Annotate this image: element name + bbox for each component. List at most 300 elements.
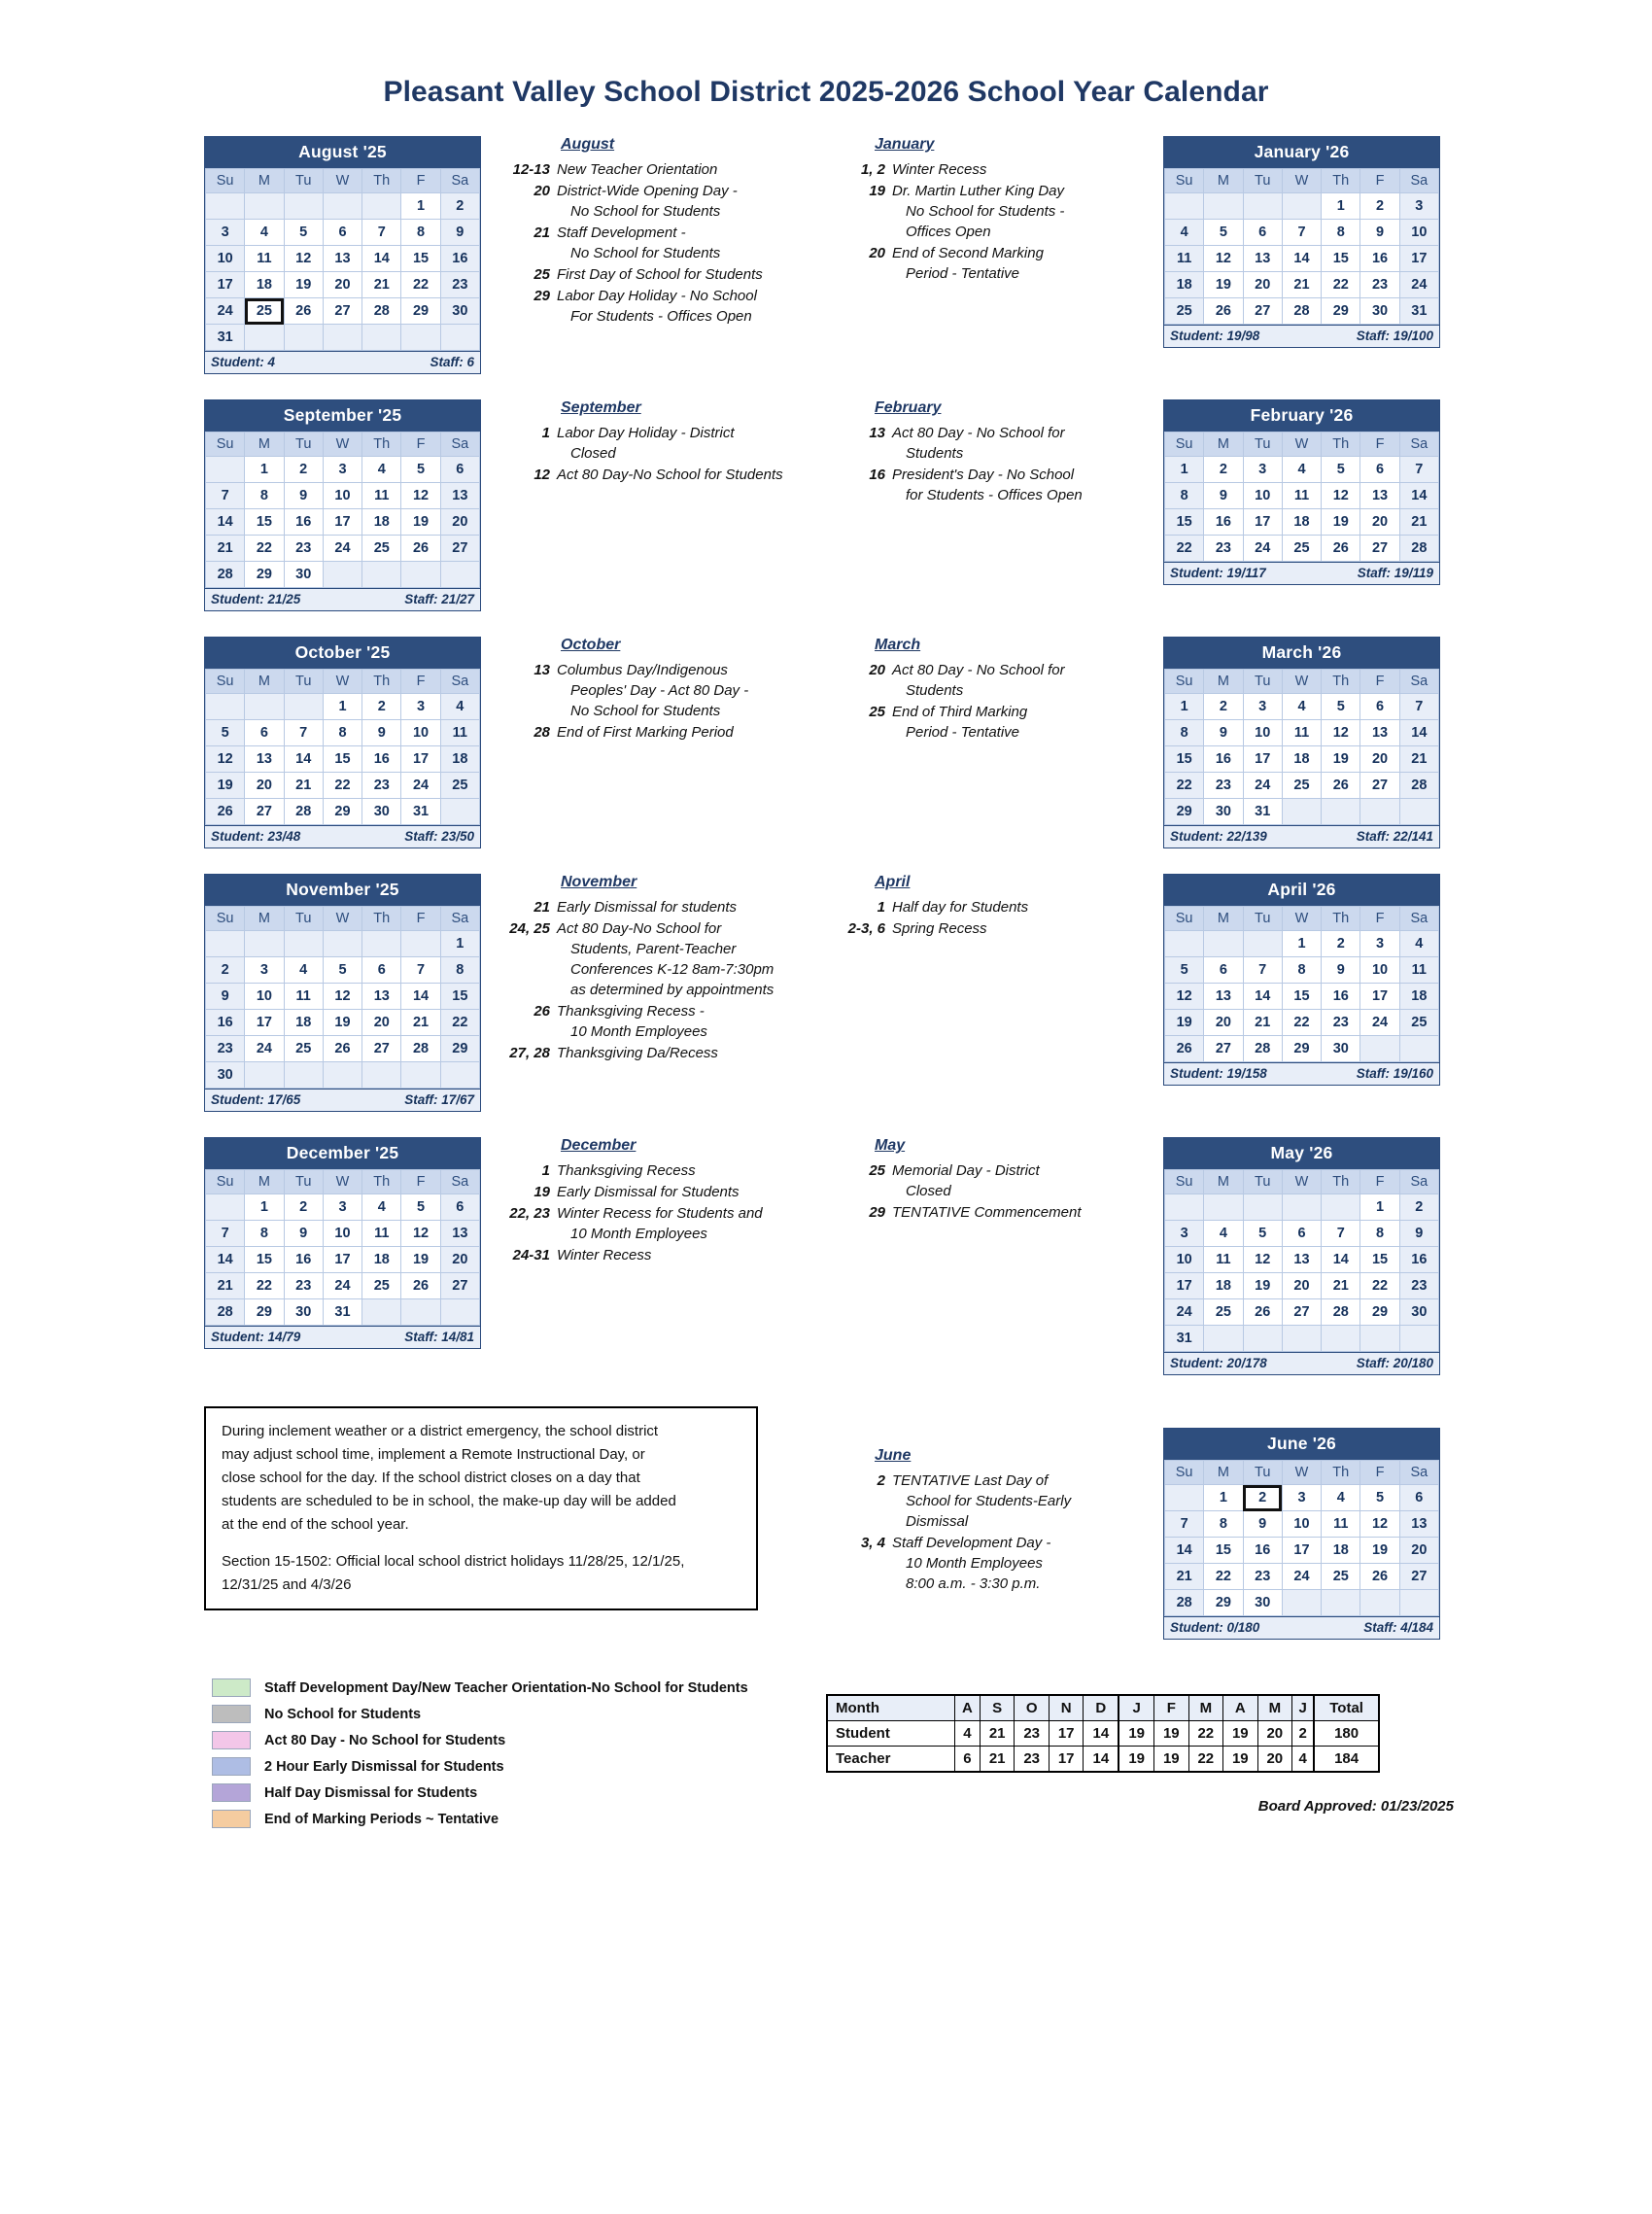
day-cell[interactable]: 10 [1282,1511,1321,1538]
day-cell[interactable]: 22 [401,272,440,298]
day-cell[interactable]: 16 [1399,1247,1438,1273]
day-cell[interactable]: 19 [1243,1273,1282,1299]
day-cell[interactable]: 10 [1243,720,1282,746]
day-cell[interactable]: 22 [245,1273,284,1299]
day-cell[interactable]: 11 [1282,483,1321,509]
day-cell[interactable]: 28 [1243,1036,1282,1062]
day-cell[interactable]: 5 [323,957,361,984]
day-cell[interactable]: 6 [1243,220,1282,246]
day-cell[interactable]: 2 [1360,193,1399,220]
day-cell[interactable]: 8 [1282,957,1321,984]
day-cell[interactable]: 11 [440,720,479,746]
day-cell[interactable]: 13 [362,984,401,1010]
day-cell[interactable]: 19 [323,1010,361,1036]
day-cell[interactable]: 9 [1243,1511,1282,1538]
day-cell[interactable]: 1 [1165,457,1204,483]
day-cell[interactable]: 9 [1322,957,1360,984]
day-cell[interactable]: 1 [440,931,479,957]
day-cell[interactable]: 8 [1204,1511,1243,1538]
day-cell[interactable]: 30 [284,562,323,588]
day-cell[interactable]: 11 [1399,957,1438,984]
day-cell[interactable]: 20 [1360,509,1399,536]
day-cell[interactable]: 1 [323,694,361,720]
day-cell[interactable]: 31 [401,799,440,825]
day-cell[interactable]: 15 [245,509,284,536]
day-cell[interactable]: 8 [1165,720,1204,746]
day-cell[interactable]: 11 [284,984,323,1010]
day-cell[interactable]: 27 [1243,298,1282,325]
day-cell[interactable]: 15 [1204,1538,1243,1564]
day-cell[interactable]: 2 [284,1194,323,1221]
day-cell[interactable]: 8 [245,483,284,509]
day-cell[interactable]: 16 [1243,1538,1282,1564]
day-cell[interactable]: 1 [1204,1485,1243,1511]
day-cell[interactable]: 21 [1322,1273,1360,1299]
day-cell[interactable]: 17 [1165,1273,1204,1299]
day-cell[interactable]: 17 [245,1010,284,1036]
day-cell[interactable]: 28 [206,562,245,588]
day-cell[interactable]: 6 [1360,457,1399,483]
day-cell[interactable]: 2 [1399,1194,1438,1221]
day-cell[interactable]: 2 [284,457,323,483]
day-cell[interactable]: 14 [1282,246,1321,272]
day-cell[interactable]: 4 [245,220,284,246]
day-cell[interactable]: 2 [1204,694,1243,720]
day-cell[interactable]: 25 [1204,1299,1243,1326]
day-cell[interactable]: 13 [1360,720,1399,746]
day-cell[interactable]: 15 [1165,746,1204,773]
day-cell[interactable]: 23 [362,773,401,799]
day-cell[interactable]: 18 [362,509,401,536]
day-cell[interactable]: 23 [1243,1564,1282,1590]
day-cell[interactable]: 11 [362,483,401,509]
day-cell[interactable]: 26 [401,536,440,562]
day-cell[interactable]: 26 [206,799,245,825]
day-cell[interactable]: 3 [1360,931,1399,957]
day-cell[interactable]: 17 [1282,1538,1321,1564]
day-cell[interactable]: 25 [1399,1010,1438,1036]
day-cell[interactable]: 14 [1243,984,1282,1010]
day-cell[interactable]: 21 [1399,746,1438,773]
day-cell[interactable]: 18 [1204,1273,1243,1299]
day-cell[interactable]: 6 [323,220,361,246]
day-cell[interactable]: 12 [1204,246,1243,272]
day-cell[interactable]: 3 [245,957,284,984]
day-cell[interactable]: 14 [362,246,401,272]
day-cell[interactable]: 15 [401,246,440,272]
day-cell[interactable]: 20 [440,509,479,536]
day-cell[interactable]: 25 [1322,1564,1360,1590]
day-cell[interactable]: 22 [1204,1564,1243,1590]
day-cell[interactable]: 13 [323,246,361,272]
day-cell[interactable]: 8 [401,220,440,246]
day-cell[interactable]: 19 [1322,746,1360,773]
day-cell[interactable]: 30 [284,1299,323,1326]
day-cell[interactable]: 27 [1204,1036,1243,1062]
day-cell[interactable]: 27 [245,799,284,825]
day-cell[interactable]: 17 [323,1247,361,1273]
day-cell[interactable]: 5 [1165,957,1204,984]
day-cell[interactable]: 1 [1282,931,1321,957]
day-cell[interactable]: 27 [362,1036,401,1062]
day-cell[interactable]: 29 [1282,1036,1321,1062]
day-cell[interactable]: 3 [401,694,440,720]
day-cell[interactable]: 11 [1322,1511,1360,1538]
day-cell[interactable]: 9 [284,483,323,509]
day-cell[interactable]: 3 [1243,694,1282,720]
day-cell[interactable]: 16 [1204,746,1243,773]
day-cell[interactable]: 19 [1360,1538,1399,1564]
day-cell[interactable]: 18 [1282,509,1321,536]
day-cell[interactable]: 24 [206,298,245,325]
day-cell[interactable]: 18 [362,1247,401,1273]
day-cell[interactable]: 11 [362,1221,401,1247]
day-cell[interactable]: 17 [1243,746,1282,773]
day-cell[interactable]: 27 [440,536,479,562]
day-cell[interactable]: 21 [284,773,323,799]
day-cell[interactable]: 8 [245,1221,284,1247]
day-cell[interactable]: 30 [440,298,479,325]
day-cell[interactable]: 27 [440,1273,479,1299]
day-cell[interactable]: 21 [206,536,245,562]
day-cell[interactable]: 18 [1282,746,1321,773]
day-cell[interactable]: 12 [323,984,361,1010]
day-cell[interactable]: 22 [1360,1273,1399,1299]
day-cell[interactable]: 15 [1360,1247,1399,1273]
day-cell[interactable]: 26 [1322,773,1360,799]
day-cell[interactable]: 18 [284,1010,323,1036]
day-cell[interactable]: 12 [1360,1511,1399,1538]
day-cell[interactable]: 17 [206,272,245,298]
day-cell[interactable]: 4 [1282,457,1321,483]
day-cell[interactable]: 19 [1165,1010,1204,1036]
day-cell[interactable]: 5 [284,220,323,246]
day-cell[interactable]: 4 [284,957,323,984]
day-cell[interactable]: 8 [1322,220,1360,246]
day-cell[interactable]: 12 [1243,1247,1282,1273]
day-cell[interactable]: 1 [1360,1194,1399,1221]
day-cell[interactable]: 29 [245,562,284,588]
day-cell[interactable]: 29 [1322,298,1360,325]
day-cell[interactable]: 2 [1322,931,1360,957]
day-cell[interactable]: 14 [206,509,245,536]
day-cell[interactable]: 6 [245,720,284,746]
day-cell[interactable]: 14 [1165,1538,1204,1564]
day-cell[interactable]: 19 [401,1247,440,1273]
day-cell[interactable]: 6 [1204,957,1243,984]
day-cell[interactable]: 30 [362,799,401,825]
day-cell[interactable]: 4 [1282,694,1321,720]
day-cell[interactable]: 25 [1282,773,1321,799]
day-cell[interactable]: 19 [1322,509,1360,536]
day-cell[interactable]: 9 [206,984,245,1010]
day-cell[interactable]: 30 [1322,1036,1360,1062]
day-cell[interactable]: 14 [1399,720,1438,746]
day-cell[interactable]: 10 [1360,957,1399,984]
day-cell[interactable]: 29 [245,1299,284,1326]
day-cell[interactable]: 20 [245,773,284,799]
day-cell[interactable]: 1 [1322,193,1360,220]
day-cell[interactable]: 3 [206,220,245,246]
day-cell[interactable]: 26 [1322,536,1360,562]
day-cell[interactable]: 26 [1243,1299,1282,1326]
day-cell[interactable]: 20 [440,1247,479,1273]
day-cell[interactable]: 25 [245,298,284,325]
day-cell[interactable]: 5 [1204,220,1243,246]
day-cell[interactable]: 14 [206,1247,245,1273]
day-cell[interactable]: 24 [1243,773,1282,799]
day-cell[interactable]: 4 [1165,220,1204,246]
day-cell[interactable]: 26 [1204,298,1243,325]
day-cell[interactable]: 9 [362,720,401,746]
day-cell[interactable]: 10 [1165,1247,1204,1273]
day-cell[interactable]: 17 [1243,509,1282,536]
day-cell[interactable]: 18 [245,272,284,298]
day-cell[interactable]: 24 [1399,272,1438,298]
day-cell[interactable]: 16 [206,1010,245,1036]
day-cell[interactable]: 7 [206,1221,245,1247]
day-cell[interactable]: 7 [284,720,323,746]
day-cell[interactable]: 12 [401,483,440,509]
day-cell[interactable]: 7 [362,220,401,246]
day-cell[interactable]: 27 [1360,536,1399,562]
day-cell[interactable]: 31 [323,1299,361,1326]
day-cell[interactable]: 7 [1322,1221,1360,1247]
day-cell[interactable]: 24 [245,1036,284,1062]
day-cell[interactable]: 29 [401,298,440,325]
day-cell[interactable]: 22 [1322,272,1360,298]
day-cell[interactable]: 15 [245,1247,284,1273]
day-cell[interactable]: 30 [1399,1299,1438,1326]
day-cell[interactable]: 31 [1399,298,1438,325]
day-cell[interactable]: 3 [323,457,361,483]
day-cell[interactable]: 16 [362,746,401,773]
day-cell[interactable]: 16 [284,1247,323,1273]
day-cell[interactable]: 3 [323,1194,361,1221]
day-cell[interactable]: 23 [206,1036,245,1062]
day-cell[interactable]: 7 [401,957,440,984]
day-cell[interactable]: 1 [245,1194,284,1221]
day-cell[interactable]: 6 [362,957,401,984]
day-cell[interactable]: 17 [1399,246,1438,272]
day-cell[interactable]: 30 [1204,799,1243,825]
day-cell[interactable]: 28 [1322,1299,1360,1326]
day-cell[interactable]: 13 [245,746,284,773]
day-cell[interactable]: 31 [1243,799,1282,825]
day-cell[interactable]: 11 [245,246,284,272]
day-cell[interactable]: 28 [206,1299,245,1326]
day-cell[interactable]: 25 [1165,298,1204,325]
day-cell[interactable]: 25 [284,1036,323,1062]
day-cell[interactable]: 24 [323,536,361,562]
day-cell[interactable]: 21 [1165,1564,1204,1590]
day-cell[interactable]: 27 [1399,1564,1438,1590]
day-cell[interactable]: 28 [362,298,401,325]
day-cell[interactable]: 8 [1165,483,1204,509]
day-cell[interactable]: 6 [1360,694,1399,720]
day-cell[interactable]: 11 [1282,720,1321,746]
day-cell[interactable]: 6 [440,457,479,483]
day-cell[interactable]: 9 [1399,1221,1438,1247]
day-cell[interactable]: 12 [1322,483,1360,509]
day-cell[interactable]: 2 [206,957,245,984]
day-cell[interactable]: 20 [1204,1010,1243,1036]
day-cell[interactable]: 29 [1204,1590,1243,1616]
day-cell[interactable]: 1 [245,457,284,483]
day-cell[interactable]: 16 [1322,984,1360,1010]
day-cell[interactable]: 5 [1360,1485,1399,1511]
day-cell[interactable]: 14 [1322,1247,1360,1273]
day-cell[interactable]: 21 [362,272,401,298]
day-cell[interactable]: 2 [1204,457,1243,483]
day-cell[interactable]: 14 [284,746,323,773]
day-cell[interactable]: 21 [1243,1010,1282,1036]
day-cell[interactable]: 16 [440,246,479,272]
day-cell[interactable]: 19 [206,773,245,799]
day-cell[interactable]: 5 [401,457,440,483]
day-cell[interactable]: 28 [284,799,323,825]
day-cell[interactable]: 26 [284,298,323,325]
day-cell[interactable]: 8 [1360,1221,1399,1247]
day-cell[interactable]: 12 [1165,984,1204,1010]
day-cell[interactable]: 23 [1399,1273,1438,1299]
day-cell[interactable]: 3 [1165,1221,1204,1247]
day-cell[interactable]: 13 [440,1221,479,1247]
day-cell[interactable]: 28 [1399,773,1438,799]
day-cell[interactable]: 17 [323,509,361,536]
day-cell[interactable]: 4 [362,1194,401,1221]
day-cell[interactable]: 10 [323,483,361,509]
day-cell[interactable]: 14 [401,984,440,1010]
day-cell[interactable]: 10 [1399,220,1438,246]
day-cell[interactable]: 12 [284,246,323,272]
day-cell[interactable]: 22 [1282,1010,1321,1036]
day-cell[interactable]: 5 [206,720,245,746]
day-cell[interactable]: 10 [206,246,245,272]
day-cell[interactable]: 15 [440,984,479,1010]
day-cell[interactable]: 17 [1360,984,1399,1010]
day-cell[interactable]: 2 [1243,1485,1282,1511]
day-cell[interactable]: 23 [440,272,479,298]
day-cell[interactable]: 21 [1399,509,1438,536]
day-cell[interactable]: 18 [1399,984,1438,1010]
day-cell[interactable]: 13 [1399,1511,1438,1538]
day-cell[interactable]: 1 [401,193,440,220]
day-cell[interactable]: 24 [1243,536,1282,562]
day-cell[interactable]: 9 [1204,720,1243,746]
day-cell[interactable]: 24 [323,1273,361,1299]
day-cell[interactable]: 28 [401,1036,440,1062]
day-cell[interactable]: 9 [1360,220,1399,246]
day-cell[interactable]: 23 [1322,1010,1360,1036]
day-cell[interactable]: 4 [1399,931,1438,957]
day-cell[interactable]: 13 [1282,1247,1321,1273]
day-cell[interactable]: 7 [1282,220,1321,246]
day-cell[interactable]: 24 [1360,1010,1399,1036]
day-cell[interactable]: 10 [401,720,440,746]
day-cell[interactable]: 7 [1243,957,1282,984]
day-cell[interactable]: 17 [401,746,440,773]
day-cell[interactable]: 7 [1165,1511,1204,1538]
day-cell[interactable]: 4 [1204,1221,1243,1247]
day-cell[interactable]: 29 [440,1036,479,1062]
day-cell[interactable]: 18 [440,746,479,773]
day-cell[interactable]: 6 [1282,1221,1321,1247]
day-cell[interactable]: 5 [1322,694,1360,720]
day-cell[interactable]: 4 [440,694,479,720]
day-cell[interactable]: 5 [1243,1221,1282,1247]
day-cell[interactable]: 24 [1282,1564,1321,1590]
day-cell[interactable]: 20 [362,1010,401,1036]
day-cell[interactable]: 20 [1399,1538,1438,1564]
day-cell[interactable]: 13 [1204,984,1243,1010]
day-cell[interactable]: 22 [1165,536,1204,562]
day-cell[interactable]: 15 [1165,509,1204,536]
day-cell[interactable]: 20 [1360,746,1399,773]
day-cell[interactable]: 28 [1165,1590,1204,1616]
day-cell[interactable]: 29 [1360,1299,1399,1326]
day-cell[interactable]: 5 [1322,457,1360,483]
day-cell[interactable]: 15 [323,746,361,773]
day-cell[interactable]: 9 [1204,483,1243,509]
day-cell[interactable]: 23 [1360,272,1399,298]
day-cell[interactable]: 7 [1399,694,1438,720]
day-cell[interactable]: 12 [401,1221,440,1247]
day-cell[interactable]: 13 [1243,246,1282,272]
day-cell[interactable]: 25 [440,773,479,799]
day-cell[interactable]: 29 [1165,799,1204,825]
day-cell[interactable]: 1 [1165,694,1204,720]
day-cell[interactable]: 20 [1243,272,1282,298]
day-cell[interactable]: 18 [1322,1538,1360,1564]
day-cell[interactable]: 24 [401,773,440,799]
day-cell[interactable]: 9 [440,220,479,246]
day-cell[interactable]: 4 [1322,1485,1360,1511]
day-cell[interactable]: 25 [362,536,401,562]
day-cell[interactable]: 6 [440,1194,479,1221]
day-cell[interactable]: 23 [284,1273,323,1299]
day-cell[interactable]: 7 [1399,457,1438,483]
day-cell[interactable]: 26 [1165,1036,1204,1062]
day-cell[interactable]: 20 [1282,1273,1321,1299]
day-cell[interactable]: 15 [1282,984,1321,1010]
day-cell[interactable]: 22 [323,773,361,799]
day-cell[interactable]: 15 [1322,246,1360,272]
day-cell[interactable]: 28 [1399,536,1438,562]
day-cell[interactable]: 23 [284,536,323,562]
day-cell[interactable]: 27 [1282,1299,1321,1326]
day-cell[interactable]: 13 [1360,483,1399,509]
day-cell[interactable]: 26 [1360,1564,1399,1590]
day-cell[interactable]: 29 [323,799,361,825]
day-cell[interactable]: 9 [284,1221,323,1247]
day-cell[interactable]: 13 [440,483,479,509]
day-cell[interactable]: 10 [1243,483,1282,509]
day-cell[interactable]: 16 [1360,246,1399,272]
day-cell[interactable]: 7 [206,483,245,509]
day-cell[interactable]: 3 [1399,193,1438,220]
day-cell[interactable]: 5 [401,1194,440,1221]
day-cell[interactable]: 22 [1165,773,1204,799]
day-cell[interactable]: 26 [323,1036,361,1062]
day-cell[interactable]: 19 [1204,272,1243,298]
day-cell[interactable]: 22 [440,1010,479,1036]
day-cell[interactable]: 8 [323,720,361,746]
day-cell[interactable]: 30 [206,1062,245,1089]
day-cell[interactable]: 21 [206,1273,245,1299]
day-cell[interactable]: 31 [206,325,245,351]
day-cell[interactable]: 10 [245,984,284,1010]
